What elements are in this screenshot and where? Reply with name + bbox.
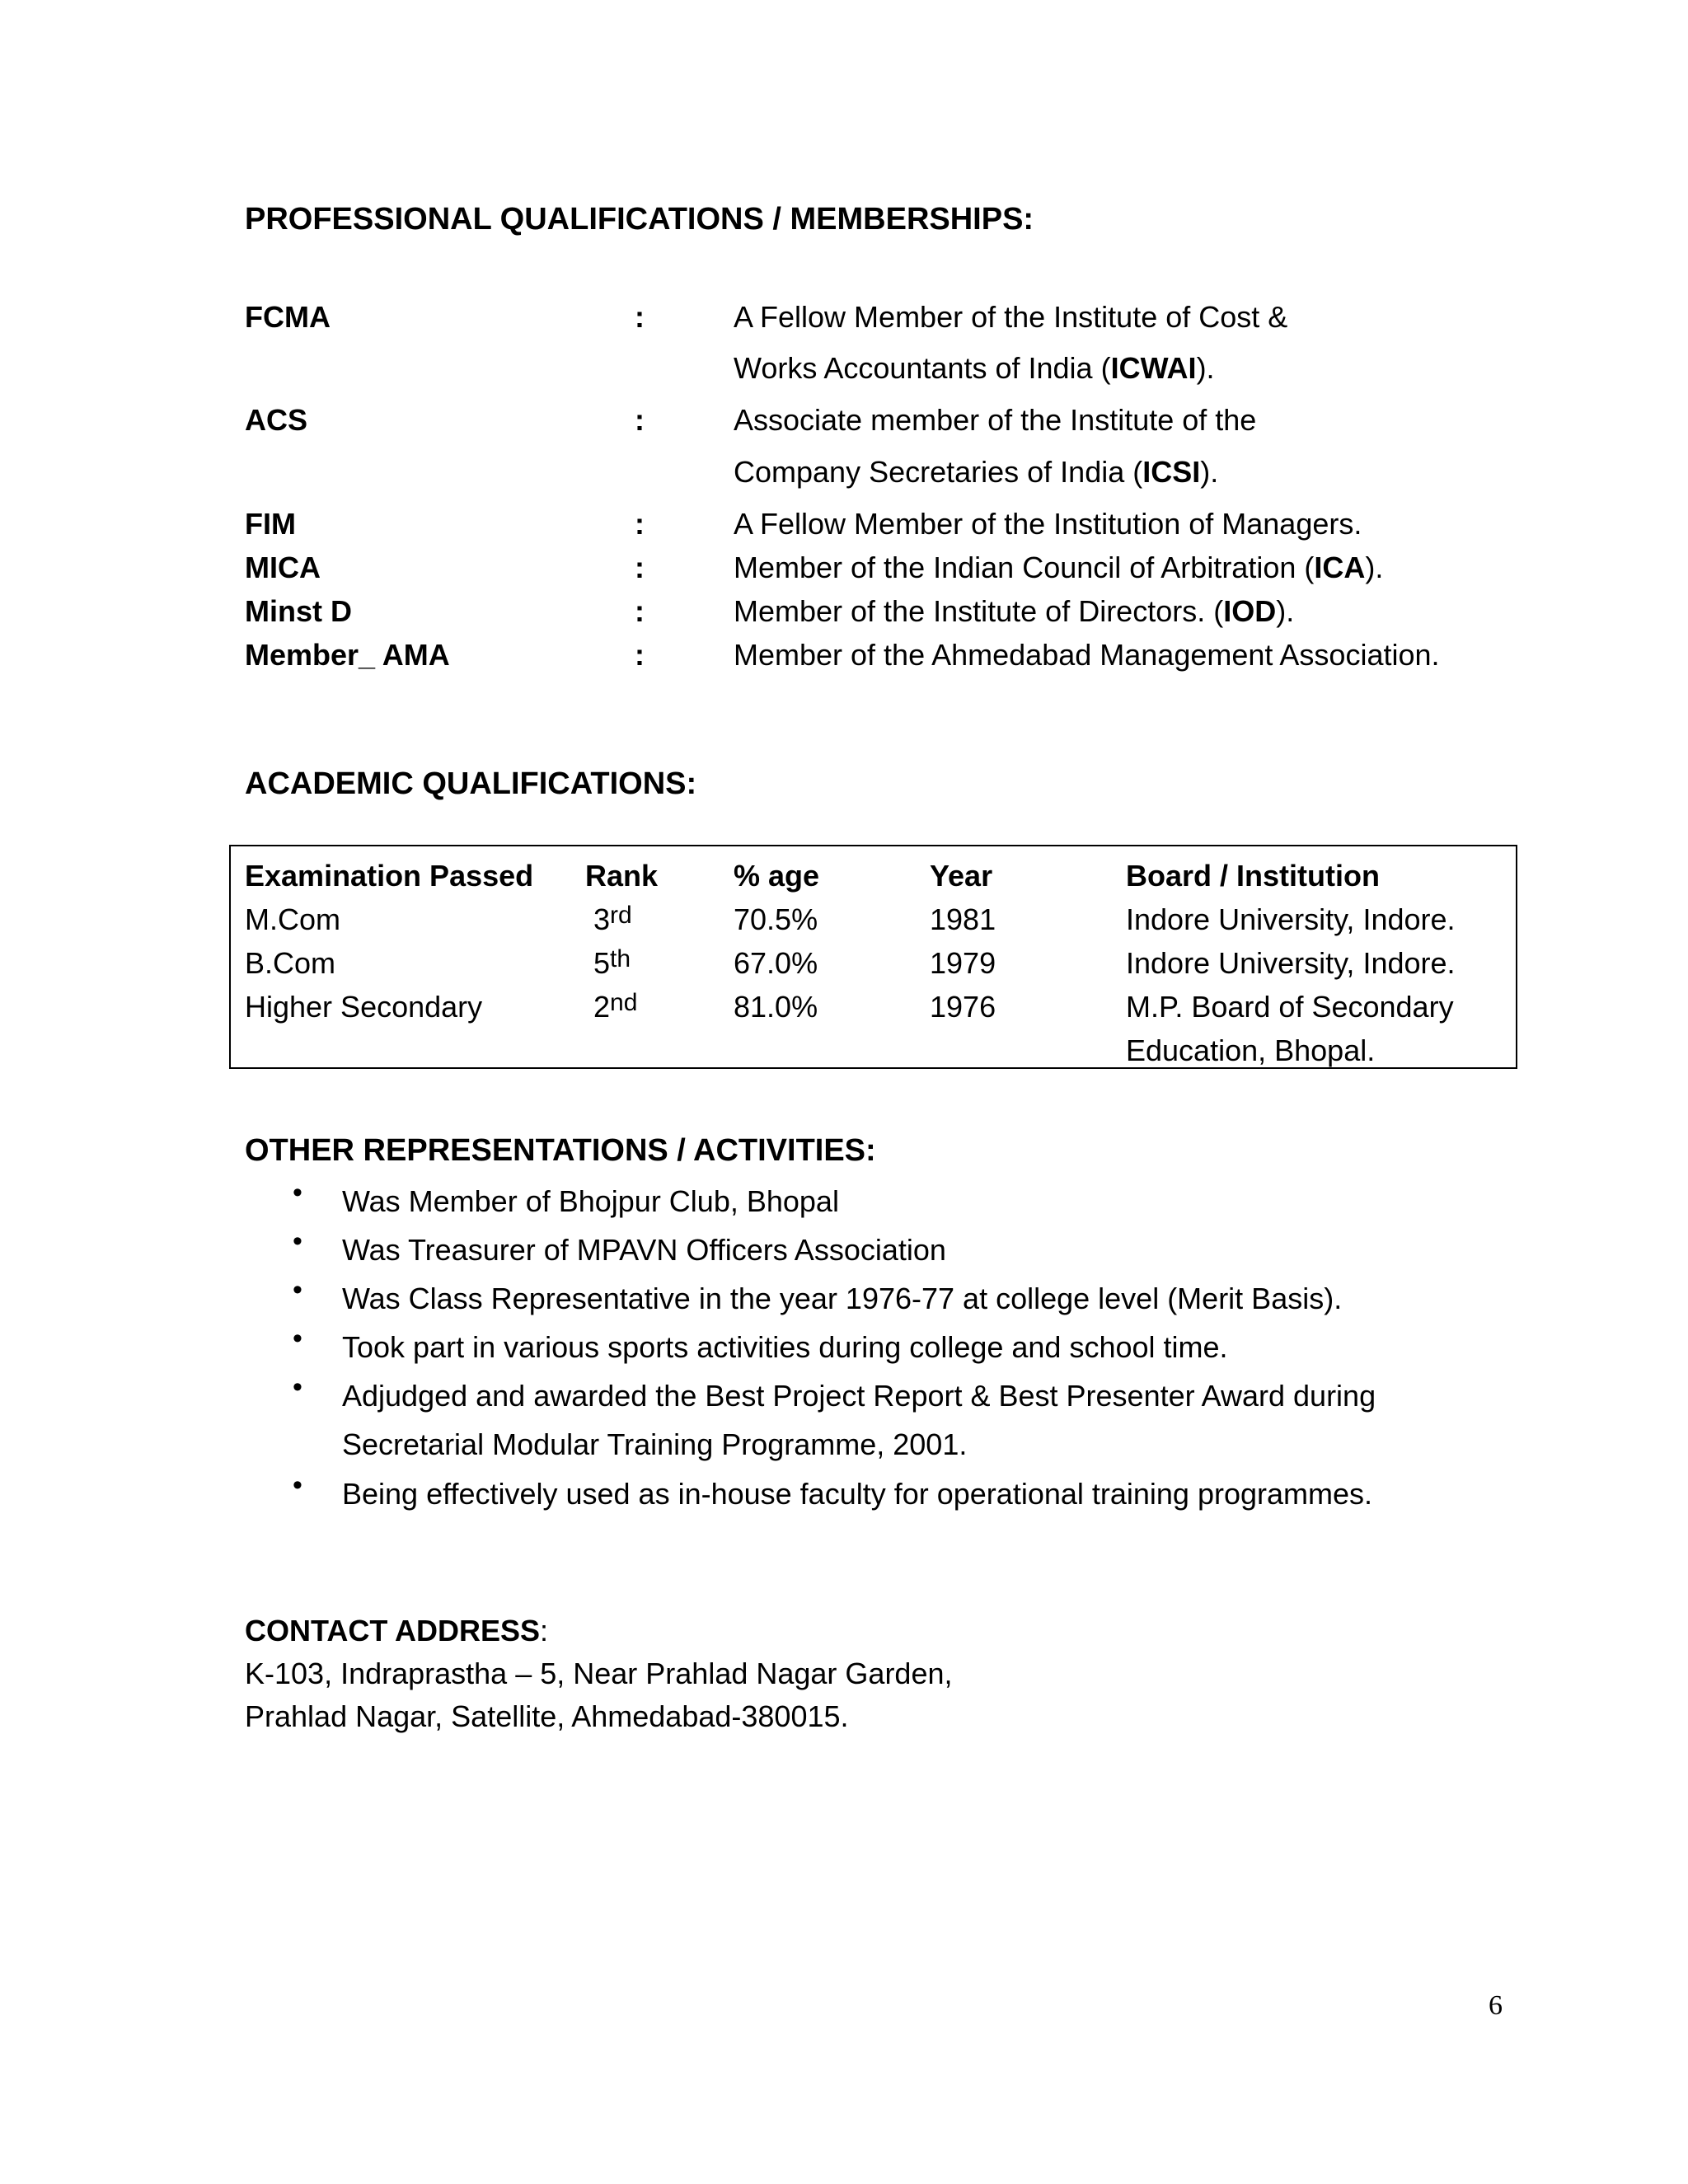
qual-code: ACS bbox=[245, 403, 308, 437]
cell-year: 1979 bbox=[930, 946, 996, 980]
qual-code: MICA bbox=[245, 551, 321, 584]
cell-board-cont: Education, Bhopal. bbox=[1126, 1033, 1376, 1067]
qual-row-fcma bbox=[0, 300, 1688, 346]
contact-line-1: K-103, Indraprastha – 5, Near Prahlad Nagar Garden, bbox=[245, 1657, 953, 1690]
list-item-text: Was Class Representative in the year 1976-77 at college level (Merit Basis). bbox=[342, 1282, 1343, 1315]
list-item-text: Being effectively used as in-house faculty for operational training programmes. bbox=[342, 1477, 1373, 1511]
bullet-icon: • bbox=[293, 1469, 302, 1501]
list-item-text: Was Treasurer of MPAVN Officers Association bbox=[342, 1233, 946, 1267]
contact-line-2: Prahlad Nagar, Satellite, Ahmedabad-380015. bbox=[245, 1699, 849, 1733]
cell-board: Indore University, Indore. bbox=[1126, 902, 1456, 936]
cell-board: Indore University, Indore. bbox=[1126, 946, 1456, 980]
qual-desc: A Fellow Member of the Institute of Cost & bbox=[734, 300, 1288, 334]
list-item-text: Adjudged and awarded the Best Project Report & Best Presenter Award during Secretarial Modular Training Programme, 2001. bbox=[342, 1379, 1376, 1461]
qual-row-fim bbox=[0, 507, 1688, 553]
bullet-icon: • bbox=[293, 1226, 302, 1257]
qual-code: FCMA bbox=[245, 300, 331, 334]
qual-colon: : bbox=[635, 507, 645, 541]
bullet-icon: • bbox=[293, 1274, 302, 1305]
cell-year: 1981 bbox=[930, 902, 996, 936]
page-number: 6 bbox=[1489, 1990, 1503, 2021]
qual-row-minst-d bbox=[0, 594, 1688, 640]
qual-desc-cont: Company Secretaries of India (ICSI). bbox=[734, 455, 1219, 489]
qual-desc: Member of the Institute of Directors. (IOD). bbox=[734, 594, 1295, 628]
cell-board: M.P. Board of Secondary bbox=[1126, 990, 1454, 1024]
col-header-exam: Examination Passed bbox=[245, 859, 534, 893]
bullet-icon: • bbox=[293, 1371, 302, 1403]
qual-desc: Associate member of the Institute of the bbox=[734, 403, 1257, 437]
academic-heading: ACADEMIC QUALIFICATIONS: bbox=[245, 766, 697, 801]
qual-desc-cont: Works Accountants of India (ICWAI). bbox=[734, 351, 1215, 385]
cell-year: 1976 bbox=[930, 990, 996, 1024]
qual-row-acs bbox=[0, 403, 1688, 449]
cell-rank: 5th bbox=[593, 945, 631, 980]
qual-desc: Member of the Indian Council of Arbitration (ICA). bbox=[734, 551, 1384, 584]
qual-row-mica bbox=[0, 551, 1688, 597]
qual-code: Member_ AMA bbox=[245, 638, 450, 672]
list-item-text: Took part in various sports activities during college and school time. bbox=[342, 1330, 1228, 1364]
cell-exam: Higher Secondary bbox=[245, 990, 483, 1024]
academic-table bbox=[229, 845, 1517, 1069]
cell-rank: 2nd bbox=[593, 989, 638, 1024]
qual-code: Minst D bbox=[245, 594, 352, 628]
qual-row-member-ama bbox=[0, 638, 1688, 684]
other-heading: OTHER REPRESENTATIONS / ACTIVITIES: bbox=[245, 1133, 876, 1168]
cell-rank: 3rd bbox=[593, 902, 632, 936]
qual-code: FIM bbox=[245, 507, 296, 541]
bullet-icon: • bbox=[293, 1177, 302, 1208]
qual-colon: : bbox=[635, 551, 645, 584]
list-item-text: Was Member of Bhojpur Club, Bhopal bbox=[342, 1184, 839, 1218]
col-header-rank: Rank bbox=[585, 859, 659, 893]
col-header-pct: % age bbox=[734, 859, 820, 893]
qual-row-fcma-cont bbox=[0, 351, 1688, 397]
qual-colon: : bbox=[635, 300, 645, 334]
cell-exam: M.Com bbox=[245, 902, 340, 936]
qual-colon: : bbox=[635, 638, 645, 672]
professional-heading: PROFESSIONAL QUALIFICATIONS / MEMBERSHIPS: bbox=[245, 202, 1034, 237]
cell-pct: 67.0% bbox=[734, 946, 818, 980]
qual-desc: A Fellow Member of the Institution of Managers. bbox=[734, 507, 1362, 541]
cell-pct: 81.0% bbox=[734, 990, 818, 1024]
qual-row-acs-cont bbox=[0, 455, 1688, 501]
col-header-year: Year bbox=[930, 859, 993, 893]
bullet-icon: • bbox=[293, 1323, 302, 1354]
qual-colon: : bbox=[635, 403, 645, 437]
qual-colon: : bbox=[635, 594, 645, 628]
col-header-board: Board / Institution bbox=[1126, 859, 1380, 893]
cell-pct: 70.5% bbox=[734, 902, 818, 936]
qual-desc: Member of the Ahmedabad Management Association. bbox=[734, 638, 1440, 672]
cell-exam: B.Com bbox=[245, 946, 336, 980]
contact-heading: CONTACT ADDRESS: bbox=[245, 1614, 549, 1647]
